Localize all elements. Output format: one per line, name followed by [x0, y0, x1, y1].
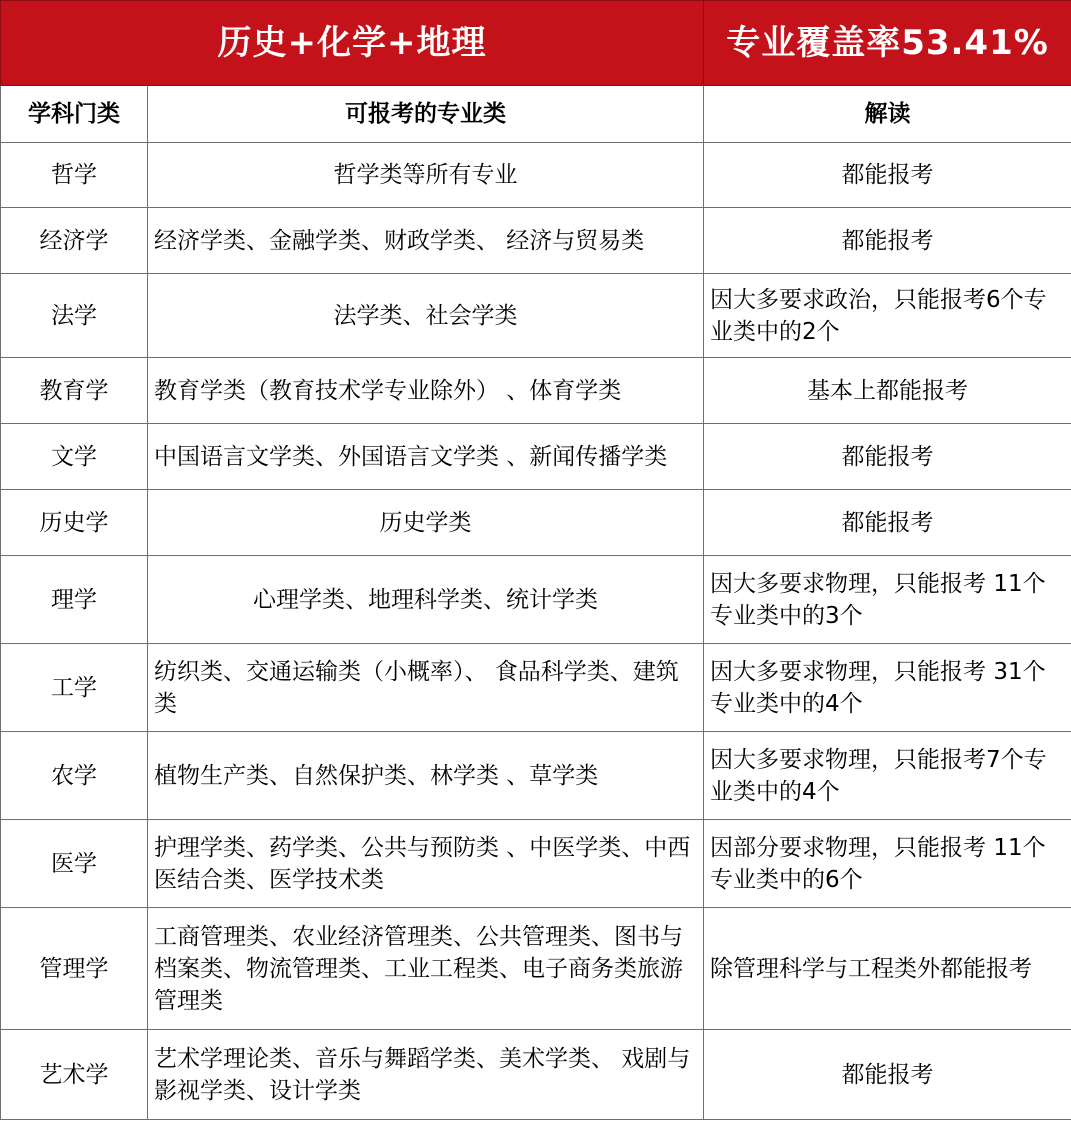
note-cell: 都能报考 — [704, 143, 1071, 208]
table-row — [1, 908, 1071, 1030]
category-cell: 艺术学 — [1, 1030, 148, 1120]
table-row — [1, 644, 1071, 732]
category-cell: 文学 — [1, 424, 148, 490]
note-cell: 因部分要求物理，只能报考 11个专业类中的6个 — [704, 820, 1071, 908]
table-row — [1, 208, 1071, 274]
table-row — [1, 274, 1071, 358]
category-cell: 理学 — [1, 556, 148, 644]
majors-cell: 心理学类、地理科学类、统计学类 — [148, 556, 704, 644]
category-cell: 法学 — [1, 274, 148, 358]
column-header-row — [1, 86, 1071, 143]
table-row — [1, 1030, 1071, 1120]
category-cell: 历史学 — [1, 490, 148, 556]
note-cell: 因大多要求政治，只能报考6个专业类中的2个 — [704, 274, 1071, 358]
note-cell: 因大多要求物理，只能报考7个专业类中的4个 — [704, 732, 1071, 820]
banner-row — [1, 1, 1071, 86]
majors-cell: 中国语言文学类、外国语言文学类 、新闻传播学类 — [148, 424, 704, 490]
majors-cell: 护理学类、药学类、公共与预防类 、中医学类、中西医结合类、医学技术类 — [148, 820, 704, 908]
majors-cell: 经济学类、金融学类、财政学类、 经济与贸易类 — [148, 208, 704, 274]
note-cell: 都能报考 — [704, 490, 1071, 556]
category-cell: 工学 — [1, 644, 148, 732]
majors-cell: 艺术学理论类、音乐与舞蹈学类、美术学类、 戏剧与影视学类、设计学类 — [148, 1030, 704, 1120]
note-cell: 都能报考 — [704, 208, 1071, 274]
note-cell: 因大多要求物理，只能报考 31个专业类中的4个 — [704, 644, 1071, 732]
note-cell: 除管理科学与工程类外都能报考 — [704, 908, 1071, 1030]
note-cell: 因大多要求物理，只能报考 11个专业类中的3个 — [704, 556, 1071, 644]
majors-cell: 纺织类、交通运输类（小概率）、 食品科学类、建筑类 — [148, 644, 704, 732]
table-row — [1, 820, 1071, 908]
category-cell: 农学 — [1, 732, 148, 820]
column-header-category: 学科门类 — [1, 86, 148, 143]
table-row — [1, 490, 1071, 556]
majors-cell: 工商管理类、农业经济管理类、公共管理类、图书与档案类、物流管理类、工业工程类、电子商务类旅游管理类 — [148, 908, 704, 1030]
majors-cell: 植物生产类、自然保护类、林学类 、草学类 — [148, 732, 704, 820]
category-cell: 教育学 — [1, 358, 148, 424]
majors-cell: 哲学类等所有专业 — [148, 143, 704, 208]
category-cell: 医学 — [1, 820, 148, 908]
note-cell: 都能报考 — [704, 424, 1071, 490]
majors-cell: 教育学类（教育技术学专业除外） 、体育学类 — [148, 358, 704, 424]
subject-combination-title: 历史+化学+地理 — [1, 1, 704, 86]
category-cell: 管理学 — [1, 908, 148, 1030]
category-cell: 经济学 — [1, 208, 148, 274]
column-header-note: 解读 — [704, 86, 1071, 143]
note-cell: 都能报考 — [704, 1030, 1071, 1120]
coverage-rate-title: 专业覆盖率53.41% — [704, 1, 1071, 86]
table-row — [1, 556, 1071, 644]
table-row — [1, 424, 1071, 490]
majors-cell: 历史学类 — [148, 490, 704, 556]
note-cell: 基本上都能报考 — [704, 358, 1071, 424]
majors-cell: 法学类、社会学类 — [148, 274, 704, 358]
table-row — [1, 732, 1071, 820]
table-row — [1, 358, 1071, 424]
category-cell: 哲学 — [1, 143, 148, 208]
column-header-majors: 可报考的专业类 — [148, 86, 704, 143]
table-row — [1, 143, 1071, 208]
